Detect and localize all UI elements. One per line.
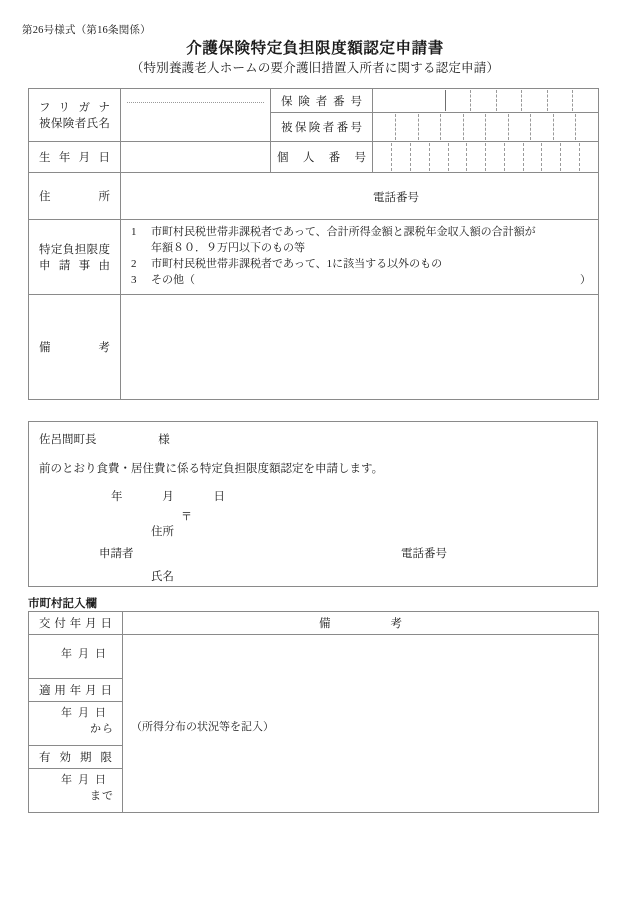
declaration-statement: 前のとおり食費・居住費に係る特定負担限度額認定を申請します。 <box>39 463 384 475</box>
individual-number-cell[interactable] <box>467 143 486 171</box>
applicant-address-label: 住所 <box>151 526 174 538</box>
municipal-section-title: 市町村記入欄 <box>28 598 97 610</box>
individual-number-cell[interactable] <box>486 143 505 171</box>
postal-code-mark: 〒 <box>181 511 192 523</box>
reason-item-3-text: その他（ <box>151 273 195 286</box>
insured-number-cell[interactable] <box>486 114 509 140</box>
date-month-label: 月 <box>162 491 174 503</box>
table-row <box>29 173 599 220</box>
reason-item-3-close: ） <box>580 273 591 286</box>
individual-number-cell[interactable] <box>392 143 411 171</box>
applicant-label: 申請者 <box>99 548 134 560</box>
insurer-number-blank[interactable] <box>373 90 445 111</box>
apply-date-header: 適用年月日 <box>29 679 123 702</box>
insured-name-label: 被保険者氏名 <box>39 118 110 130</box>
table-row <box>29 220 599 295</box>
applicant-name-label: 氏名 <box>151 571 174 583</box>
valid-period-input[interactable] <box>29 769 123 813</box>
reason-item-3-number: 3 <box>131 273 137 286</box>
insurer-number-cell[interactable] <box>547 90 573 111</box>
birthdate-input[interactable] <box>121 142 271 173</box>
insured-number-label: 被保険者番号 <box>271 113 373 142</box>
valid-period-header: 有効期限 <box>29 746 123 769</box>
reason-item-2-number: 2 <box>131 257 137 270</box>
page-subtitle: （特別養護老人ホームの要介護旧措置入所者に関する認定申請） <box>130 61 500 75</box>
insured-number-cell[interactable] <box>441 114 464 140</box>
reason-item-1-number: 1 <box>131 226 137 238</box>
municipal-remarks-note: （所得分布の状況等を記入） <box>131 720 274 733</box>
insurer-number-cell[interactable] <box>573 90 599 111</box>
valid-period-until: まで <box>90 790 114 802</box>
insured-number-cell[interactable] <box>373 114 396 140</box>
table-row <box>29 612 599 635</box>
phone-label: 電話番号 <box>373 192 419 204</box>
insured-number-cell[interactable] <box>418 114 441 140</box>
reason-item-1[interactable] <box>131 225 590 241</box>
reason-item-2-text: 市町村民税世帯非課税者であって、1に該当する以外のもの <box>151 257 443 270</box>
insured-name-label-cell <box>29 89 121 142</box>
insurer-number-cell[interactable] <box>496 90 522 111</box>
addressee-honorific: 様 <box>158 434 170 446</box>
reason-options[interactable] <box>121 220 599 295</box>
reason-label-cell <box>29 220 121 295</box>
addressee-line <box>39 431 170 447</box>
table-row <box>29 294 599 399</box>
date-day-label: 日 <box>213 491 225 503</box>
individual-number-cell[interactable] <box>429 143 448 171</box>
reason-item-3[interactable] <box>131 273 590 289</box>
insurer-number-label: 保険者番号 <box>271 89 373 113</box>
municipal-remarks-header-text: 備考 <box>319 618 462 630</box>
form-number: 第26号様式（第16条関係） <box>22 25 151 36</box>
remarks-label: 備考 <box>29 294 121 399</box>
date-year-label: 年 <box>111 491 123 503</box>
reason-label-line1: 特定負担限度 <box>39 243 110 256</box>
insured-number-cell[interactable] <box>576 114 599 140</box>
individual-number-cell[interactable] <box>523 143 542 171</box>
remarks-input[interactable] <box>121 294 599 399</box>
individual-number-cell[interactable] <box>448 143 467 171</box>
table-row <box>29 142 599 173</box>
address-input[interactable] <box>121 173 599 220</box>
insurer-number-field[interactable] <box>373 89 599 113</box>
issue-date-header: 交付年月日 <box>29 612 123 635</box>
insured-number-field[interactable] <box>373 113 599 142</box>
valid-period-ymd: 年月日 <box>61 774 112 787</box>
address-label: 住所 <box>29 173 121 220</box>
individual-number-cell[interactable] <box>373 143 392 171</box>
individual-number-cell[interactable] <box>542 143 561 171</box>
insurer-number-cell[interactable] <box>445 90 471 111</box>
individual-number-cell[interactable] <box>504 143 523 171</box>
individual-number-label: 個人番号 <box>271 142 373 173</box>
applicant-table <box>28 88 599 400</box>
apply-date-ymd: 年月日 <box>61 707 112 720</box>
insurer-number-cell[interactable] <box>522 90 548 111</box>
insured-number-cell[interactable] <box>396 114 419 140</box>
addressee: 佐呂間町長 <box>39 434 97 446</box>
date-line[interactable] <box>111 488 225 504</box>
insured-number-cell[interactable] <box>553 114 576 140</box>
municipal-table <box>28 611 599 813</box>
insured-number-cell[interactable] <box>463 114 486 140</box>
insured-number-cell[interactable] <box>508 114 531 140</box>
municipal-remarks-input[interactable] <box>123 635 599 813</box>
individual-number-cell[interactable] <box>561 143 580 171</box>
reason-item-1-cont-text: 年額８０．９万円以下のもの等 <box>151 241 305 254</box>
insurer-number-cell[interactable] <box>471 90 497 111</box>
birthdate-label: 生年月日 <box>29 142 121 173</box>
issue-date-ymd: 年月日 <box>61 648 112 661</box>
declaration-box <box>28 421 598 587</box>
insured-name-input[interactable] <box>121 89 271 142</box>
reason-item-1-cont <box>131 241 590 257</box>
furigana-guide-line <box>127 102 264 103</box>
table-row <box>29 89 599 113</box>
individual-number-cell[interactable] <box>411 143 430 171</box>
apply-date-input[interactable] <box>29 702 123 746</box>
table-row <box>29 635 599 679</box>
page-title: 介護保険特定負担限度額認定申請書 <box>186 40 444 57</box>
apply-date-from: から <box>90 723 114 735</box>
insured-number-cell[interactable] <box>531 114 554 140</box>
reason-item-2[interactable] <box>131 257 590 273</box>
municipal-remarks-header <box>123 612 599 635</box>
applicant-phone-label: 電話番号 <box>401 548 447 560</box>
individual-number-cell[interactable] <box>579 143 598 171</box>
issue-date-input[interactable] <box>29 635 123 679</box>
reason-label-line2: 申請事由 <box>39 259 110 272</box>
reason-item-1-text: 市町村民税世帯非課税者であって、合計所得金額と課税年金収入額の合計額が <box>151 226 536 238</box>
furigana-label: フリガナ <box>39 102 110 114</box>
individual-number-field[interactable] <box>373 142 599 173</box>
